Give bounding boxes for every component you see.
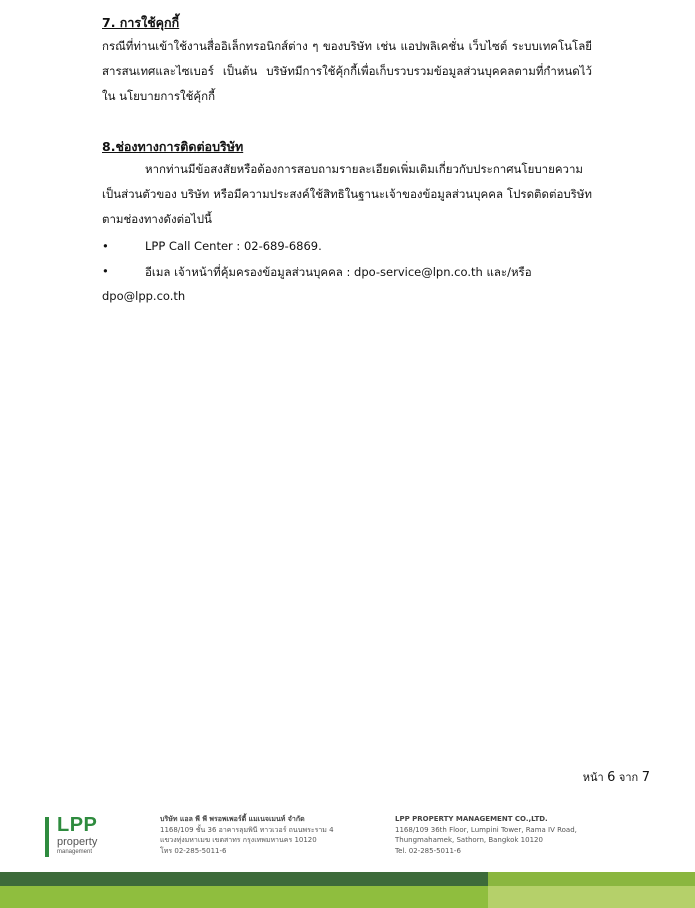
logo-bar	[45, 817, 49, 857]
call-center-text: LPP Call Center : 02-689-6869.	[145, 239, 322, 253]
email-text: อีเมล เจ้าหน้าที่คุ้มครองข้อมูลส่วนบุคคล : dpo-service@lpn.co.th และ/หรือ	[145, 265, 532, 279]
section-8-heading: 8.ช่องทางการติดต่อบริษัท	[102, 139, 244, 154]
section-7-body: กรณีที่ท่านเข้าใช้งานสื่ออิเล็กทรอนิกส์ต่าง ๆ ของบริษัท เช่น แอปพลิเคชั่น เว็บไซต์ ระบบเทคโนโลยี สารสนเทศและไซเบอร์ เป็นต้น บริษัทมีการใช้คุ้กกี้เพื่อเก็บรวบรวมข้อมูลส่วนบุคคลตามที่กำหนดไว้ใน นโยบายการใช้คุ้กกี้	[102, 39, 592, 103]
bullet-symbol: •	[102, 264, 109, 278]
thai-address	[160, 814, 334, 856]
page-current: 6	[607, 770, 616, 785]
english-address-line1: 1168/109 36th Floor, Lumpini Tower, Rama IV Road,	[395, 825, 577, 834]
page-number-prefix: หน้า	[582, 771, 604, 784]
english-address-line3: Tel. 02-285-5011-6	[395, 846, 461, 855]
english-address-line2: Thungmahamek, Sathorn, Bangkok 10120	[395, 836, 543, 844]
footer-bar-dark	[0, 872, 488, 886]
section-7-heading: 7. การใช้คุกกี้	[102, 15, 180, 30]
thai-address-line3: โทร 02-285-5011-6	[160, 846, 227, 855]
lpp-logo	[45, 814, 125, 859]
bullet-symbol: •	[102, 239, 109, 253]
footer-bar-light	[488, 872, 695, 886]
section-8-body: หากท่านมีข้อสงสัยหรือต้องการสอบถามรายละเอียดเพิ่มเติมเกี่ยวกับประกาศนโยบายความเป็นส่วนตัวของ บริษัท หรือมีความประสงค์ใช้สิทธิในฐานะเจ้าของข้อมูลส่วนบุคคล โปรดติดต่อบริษัทตามช่องทางดังต่อไปนี้	[102, 162, 592, 226]
page-number-sep: จาก	[618, 771, 639, 784]
logo-subtitle: property	[57, 836, 98, 848]
logo-wordmark: LPP	[57, 814, 98, 836]
email-continuation	[102, 289, 592, 303]
email-continuation-text: dpo@lpp.co.th	[102, 289, 186, 303]
thai-address-line1: 1168/109 ชั้น 36 อาคารลุมพินี ทาวเวอร์ ถนนพระราม 4	[160, 825, 334, 834]
english-address	[395, 814, 577, 856]
thai-company-name: บริษัท แอล พี พี พรอพเพอร์ตี้ แมเนจเมนท์ จำกัด	[160, 815, 305, 823]
page-total: 7	[641, 770, 650, 785]
logo-tagline: management	[57, 849, 93, 855]
footer-bar-bottom-left	[0, 886, 488, 908]
page-number	[583, 768, 650, 786]
english-company-name: LPP PROPERTY MANAGEMENT CO.,LTD.	[395, 815, 548, 823]
thai-address-line2: แขวงทุ่งมหาเมฆ เขตสาทร กรุงเทพมหานคร 10120	[160, 836, 317, 844]
